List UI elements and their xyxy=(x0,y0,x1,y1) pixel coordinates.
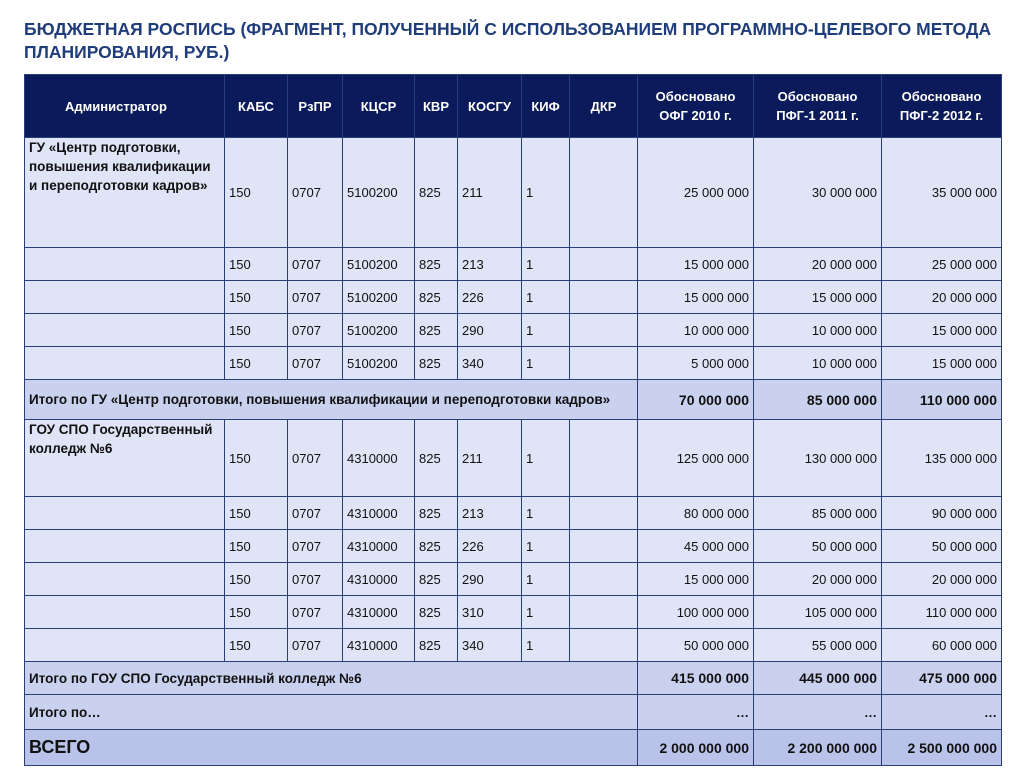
cell-kvr: 825 xyxy=(415,596,458,629)
grand-total-label: ВСЕГО xyxy=(25,730,638,766)
cell-pfg1-2011: 55 000 000 xyxy=(754,629,882,662)
cell-kosgu: 340 xyxy=(458,629,522,662)
cell-kvr: 825 xyxy=(415,281,458,314)
cell-rzpr: 0707 xyxy=(288,420,343,497)
admin-cell xyxy=(25,596,225,629)
col-header-pfg1-2011 xyxy=(754,75,882,138)
cell-kosgu: 290 xyxy=(458,314,522,347)
admin-cell xyxy=(25,629,225,662)
cell-kvr: 825 xyxy=(415,138,458,248)
cell-rzpr: 0707 xyxy=(288,138,343,248)
cell-pfg1-2011: 10 000 000 xyxy=(754,314,882,347)
table-row xyxy=(25,629,1002,662)
other-total-row xyxy=(25,695,1002,730)
cell-kabs: 150 xyxy=(225,596,288,629)
cell-kif: 1 xyxy=(522,420,570,497)
grand-total-row xyxy=(25,730,1002,766)
cell-ofg-2010: 25 000 000 xyxy=(638,138,754,248)
cell-kabs: 150 xyxy=(225,138,288,248)
cell-kcsr: 5100200 xyxy=(343,138,415,248)
subtotal-row xyxy=(25,380,1002,420)
cell-pfg1-2011: 15 000 000 xyxy=(754,281,882,314)
grand-total-pfg1-2011: 2 200 000 000 xyxy=(754,730,882,766)
cell-kcsr: 5100200 xyxy=(343,281,415,314)
cell-pfg2-2012: 25 000 000 xyxy=(882,248,1002,281)
table-header-row xyxy=(25,75,1002,138)
cell-rzpr: 0707 xyxy=(288,563,343,596)
grand-total-pfg2-2012: 2 500 000 000 xyxy=(882,730,1002,766)
cell-kif: 1 xyxy=(522,138,570,248)
cell-kcsr: 4310000 xyxy=(343,563,415,596)
cell-kif: 1 xyxy=(522,596,570,629)
cell-kabs: 150 xyxy=(225,347,288,380)
col-header-kabs: КАБС xyxy=(225,75,288,138)
cell-kvr: 825 xyxy=(415,530,458,563)
cell-kosgu: 213 xyxy=(458,248,522,281)
cell-ofg-2010: 15 000 000 xyxy=(638,281,754,314)
cell-kcsr: 4310000 xyxy=(343,629,415,662)
col-header-kif: КИФ xyxy=(522,75,570,138)
cell-pfg2-2012: 35 000 000 xyxy=(882,138,1002,248)
cell-dkr xyxy=(570,347,638,380)
cell-kif: 1 xyxy=(522,563,570,596)
admin-cell xyxy=(25,347,225,380)
cell-kif: 1 xyxy=(522,248,570,281)
cell-pfg1-2011: 105 000 000 xyxy=(754,596,882,629)
cell-rzpr: 0707 xyxy=(288,629,343,662)
cell-pfg2-2012: 50 000 000 xyxy=(882,530,1002,563)
cell-dkr xyxy=(570,248,638,281)
cell-ofg-2010: 45 000 000 xyxy=(638,530,754,563)
cell-pfg1-2011: 30 000 000 xyxy=(754,138,882,248)
other-total-pfg1-2011: … xyxy=(754,695,882,730)
col-header-pfg2-2012 xyxy=(882,75,1002,138)
cell-rzpr: 0707 xyxy=(288,314,343,347)
table-row xyxy=(25,314,1002,347)
cell-pfg1-2011: 20 000 000 xyxy=(754,563,882,596)
cell-kcsr: 4310000 xyxy=(343,530,415,563)
cell-pfg2-2012: 15 000 000 xyxy=(882,347,1002,380)
cell-ofg-2010: 15 000 000 xyxy=(638,563,754,596)
cell-kcsr: 5100200 xyxy=(343,248,415,281)
cell-dkr xyxy=(570,629,638,662)
subtotal-label: Итого по ГОУ СПО Государственный колледж №6 xyxy=(25,662,638,695)
cell-rzpr: 0707 xyxy=(288,347,343,380)
col-header-pfg2-line2: ПФГ-2 2012 г. xyxy=(899,108,984,123)
admin-cell: ГУ «Центр подготовки, повышения квалификации и переподготовки кадров» xyxy=(25,138,225,248)
admin-cell xyxy=(25,530,225,563)
admin-cell: ГОУ СПО Государственный колледж №6 xyxy=(25,420,225,497)
col-header-rzpr: РзПР xyxy=(288,75,343,138)
other-total-pfg2-2012: … xyxy=(882,695,1002,730)
cell-kvr: 825 xyxy=(415,314,458,347)
cell-rzpr: 0707 xyxy=(288,281,343,314)
cell-rzpr: 0707 xyxy=(288,497,343,530)
col-header-kosgu: КОСГУ xyxy=(458,75,522,138)
cell-kcsr: 5100200 xyxy=(343,314,415,347)
cell-kosgu: 226 xyxy=(458,530,522,563)
cell-ofg-2010: 15 000 000 xyxy=(638,248,754,281)
subtotal-ofg-2010: 70 000 000 xyxy=(638,380,754,420)
cell-kabs: 150 xyxy=(225,420,288,497)
col-header-pfg1-line2: ПФГ-1 2011 г. xyxy=(776,108,859,123)
subtotal-label: Итого по ГУ «Центр подготовки, повышения квалификации и переподготовки кадров» xyxy=(25,380,638,420)
cell-kosgu: 226 xyxy=(458,281,522,314)
cell-pfg2-2012: 20 000 000 xyxy=(882,281,1002,314)
cell-pfg2-2012: 110 000 000 xyxy=(882,596,1002,629)
cell-ofg-2010: 125 000 000 xyxy=(638,420,754,497)
cell-kabs: 150 xyxy=(225,314,288,347)
subtotal-pfg1-2011: 445 000 000 xyxy=(754,662,882,695)
cell-kcsr: 4310000 xyxy=(343,596,415,629)
col-header-kcsr: КЦСР xyxy=(343,75,415,138)
col-header-ofg-line2: ОФГ 2010 г. xyxy=(659,108,732,123)
cell-dkr xyxy=(570,281,638,314)
table-row xyxy=(25,497,1002,530)
cell-kcsr: 4310000 xyxy=(343,497,415,530)
cell-dkr xyxy=(570,596,638,629)
cell-pfg2-2012: 15 000 000 xyxy=(882,314,1002,347)
table-row xyxy=(25,248,1002,281)
cell-ofg-2010: 100 000 000 xyxy=(638,596,754,629)
cell-ofg-2010: 80 000 000 xyxy=(638,497,754,530)
cell-kabs: 150 xyxy=(225,497,288,530)
table-row xyxy=(25,530,1002,563)
col-header-pfg2-line1: Обосновано xyxy=(901,89,982,104)
other-total-ofg-2010: … xyxy=(638,695,754,730)
page-title: БЮДЖЕТНАЯ РОСПИСЬ (ФРАГМЕНТ, ПОЛУЧЕННЫЙ С ИСПОЛЬЗОВАНИЕМ ПРОГРАММНО-ЦЕЛЕВОГО МЕТОДА ПЛАНИРОВАНИЯ, РУБ.) xyxy=(24,19,992,62)
other-total-label: Итого по… xyxy=(25,695,638,730)
cell-kosgu: 290 xyxy=(458,563,522,596)
cell-kvr: 825 xyxy=(415,248,458,281)
subtotal-pfg2-2012: 110 000 000 xyxy=(882,380,1002,420)
col-header-ofg-2010 xyxy=(638,75,754,138)
cell-kcsr: 4310000 xyxy=(343,420,415,497)
cell-kvr: 825 xyxy=(415,497,458,530)
cell-kosgu: 211 xyxy=(458,138,522,248)
col-header-admin: Администратор xyxy=(25,75,225,138)
cell-kif: 1 xyxy=(522,629,570,662)
cell-pfg2-2012: 20 000 000 xyxy=(882,563,1002,596)
cell-pfg2-2012: 60 000 000 xyxy=(882,629,1002,662)
cell-pfg2-2012: 90 000 000 xyxy=(882,497,1002,530)
table-row xyxy=(25,596,1002,629)
cell-kvr: 825 xyxy=(415,420,458,497)
cell-kabs: 150 xyxy=(225,530,288,563)
admin-cell xyxy=(25,281,225,314)
table-row xyxy=(25,347,1002,380)
cell-kosgu: 340 xyxy=(458,347,522,380)
admin-cell xyxy=(25,563,225,596)
table-row xyxy=(25,138,1002,248)
cell-pfg1-2011: 130 000 000 xyxy=(754,420,882,497)
table-row xyxy=(25,281,1002,314)
cell-kosgu: 310 xyxy=(458,596,522,629)
table-row xyxy=(25,563,1002,596)
cell-kif: 1 xyxy=(522,314,570,347)
cell-kabs: 150 xyxy=(225,281,288,314)
cell-kvr: 825 xyxy=(415,629,458,662)
cell-dkr xyxy=(570,497,638,530)
col-header-kvr: КВР xyxy=(415,75,458,138)
subtotal-pfg1-2011: 85 000 000 xyxy=(754,380,882,420)
cell-pfg1-2011: 10 000 000 xyxy=(754,347,882,380)
grand-total-ofg-2010: 2 000 000 000 xyxy=(638,730,754,766)
cell-ofg-2010: 50 000 000 xyxy=(638,629,754,662)
cell-ofg-2010: 10 000 000 xyxy=(638,314,754,347)
cell-kif: 1 xyxy=(522,347,570,380)
table-row xyxy=(25,420,1002,497)
subtotal-pfg2-2012: 475 000 000 xyxy=(882,662,1002,695)
col-header-dkr: ДКР xyxy=(570,75,638,138)
cell-dkr xyxy=(570,420,638,497)
cell-kosgu: 213 xyxy=(458,497,522,530)
cell-pfg1-2011: 20 000 000 xyxy=(754,248,882,281)
budget-table xyxy=(24,74,1002,766)
cell-dkr xyxy=(570,138,638,248)
col-header-ofg-line1: Обосновано xyxy=(655,89,736,104)
cell-ofg-2010: 5 000 000 xyxy=(638,347,754,380)
cell-kvr: 825 xyxy=(415,347,458,380)
cell-dkr xyxy=(570,563,638,596)
cell-kif: 1 xyxy=(522,530,570,563)
cell-kabs: 150 xyxy=(225,629,288,662)
admin-cell xyxy=(25,314,225,347)
cell-kcsr: 5100200 xyxy=(343,347,415,380)
cell-kabs: 150 xyxy=(225,563,288,596)
cell-pfg1-2011: 85 000 000 xyxy=(754,497,882,530)
cell-kvr: 825 xyxy=(415,563,458,596)
subtotal-row xyxy=(25,662,1002,695)
cell-kif: 1 xyxy=(522,497,570,530)
cell-kif: 1 xyxy=(522,281,570,314)
cell-rzpr: 0707 xyxy=(288,248,343,281)
cell-rzpr: 0707 xyxy=(288,596,343,629)
cell-rzpr: 0707 xyxy=(288,530,343,563)
cell-pfg2-2012: 135 000 000 xyxy=(882,420,1002,497)
admin-cell xyxy=(25,497,225,530)
cell-kabs: 150 xyxy=(225,248,288,281)
cell-dkr xyxy=(570,314,638,347)
cell-pfg1-2011: 50 000 000 xyxy=(754,530,882,563)
cell-kosgu: 211 xyxy=(458,420,522,497)
admin-cell xyxy=(25,248,225,281)
subtotal-ofg-2010: 415 000 000 xyxy=(638,662,754,695)
col-header-pfg1-line1: Обосновано xyxy=(777,89,858,104)
cell-dkr xyxy=(570,530,638,563)
